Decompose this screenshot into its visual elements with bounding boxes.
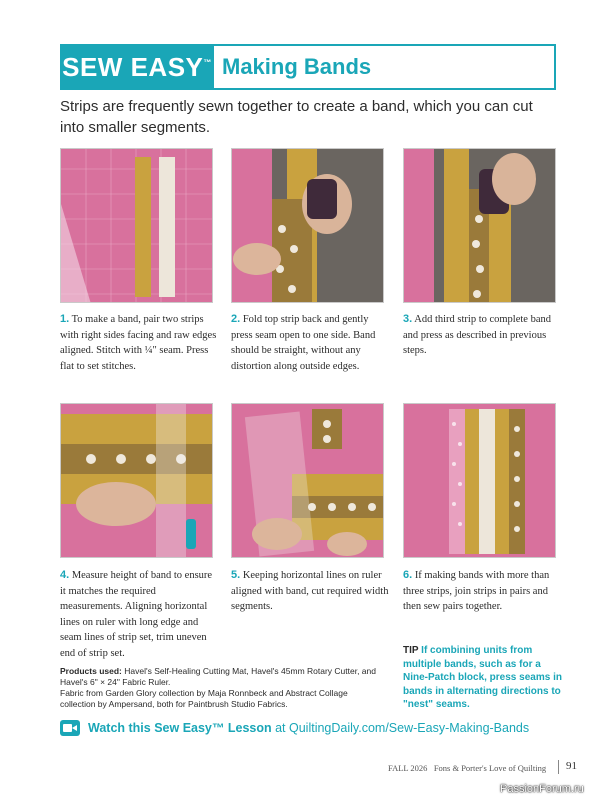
step-2-number: 2. — [231, 313, 241, 325]
step-3-text: Add third strip to complete band and press as described in previous steps. — [403, 314, 552, 356]
intro-text: Strips are frequently sewn together to create a band, which you can cut into smaller segments. — [60, 98, 533, 136]
video-camera-glyph — [60, 720, 80, 736]
sew-easy-logo — [60, 44, 214, 90]
step-4-photo — [60, 403, 213, 558]
brand-text: SEW EASY — [62, 52, 204, 82]
step-6-caption — [403, 568, 563, 615]
step-4-number: 4. — [60, 569, 70, 581]
page-number: 91 — [566, 760, 577, 772]
step-5-text: Keeping horizontal lines on ruler aligned with band, cut required width segments. — [231, 570, 389, 612]
watch-lesson-bold: Watch this Sew Easy™ Lesson — [88, 721, 272, 735]
step-5-caption — [231, 568, 391, 615]
products-used — [60, 666, 380, 710]
products-label: Products used: — [60, 666, 122, 676]
step-3-caption — [403, 312, 563, 359]
watch-lesson-url[interactable]: at QuiltingDaily.com/Sew-Easy-Making-Bands — [271, 721, 530, 735]
step-1-text: To make a band, pair two strips with right sides facing and raw edges aligned. Stitch with ¼" seam. Press flat to set stitches. — [60, 314, 217, 372]
watermark: PassionForum.ru — [500, 783, 584, 795]
step-5-photo — [231, 403, 384, 558]
cutting-mat-illustration — [61, 149, 213, 303]
step-6-photo — [403, 403, 556, 558]
step-1-caption — [60, 312, 220, 374]
step-4-caption — [60, 568, 220, 661]
fabric-credit: Fabric from Garden Glory collection by Maja Ronnbeck and Abstract Collage collection by Ampersand, both for Paintbrush Studio Fabrics. — [60, 688, 348, 709]
step-6-text: If making bands with more than three strips, join strips in pairs and then sew pairs together. — [403, 570, 550, 612]
video-camera-icon — [60, 720, 80, 736]
step-1-number: 1. — [60, 313, 70, 325]
step-2-text: Fold top strip back and gently press seam open to one side. Band should be straight, without any distortion along outside edges. — [231, 314, 376, 372]
step-4-text: Measure height of band to ensure it matches the required measurements. Aligning horizontal lines on ruler with long edge and seam lines of strip set, trim uneven end of strip set. — [60, 570, 213, 659]
step-2-caption — [231, 312, 391, 374]
watch-lesson-link[interactable] — [88, 718, 529, 738]
tip-label: TIP — [403, 645, 419, 656]
multi-strip-band-illustration — [404, 404, 556, 558]
tip-text: If combining units from multiple bands, such as for a Nine-Patch block, press seams in bands in alternating directions to "nest" seams. — [403, 645, 562, 710]
footer-issue — [388, 763, 546, 773]
cutting-segments-illustration — [232, 404, 384, 558]
products-text: Havel's Self-Healing Cutting Mat, Havel's 45mm Rotary Cutter, and Havel's 6" × 24" Fabric Ruler. — [60, 666, 376, 687]
step-3-number: 3. — [403, 313, 413, 325]
trimming-illustration — [61, 404, 213, 558]
page-title: Making Bands — [222, 54, 372, 79]
step-3-photo — [403, 148, 556, 303]
step-6-number: 6. — [403, 569, 413, 581]
trademark: ™ — [203, 58, 212, 67]
step-5-number: 5. — [231, 569, 241, 581]
step-1-photo — [60, 148, 213, 303]
pressing-third-strip-illustration — [404, 149, 556, 303]
tip-box — [403, 644, 563, 712]
issue-date: FALL 2026 — [388, 763, 428, 773]
footer-divider — [558, 760, 559, 774]
step-2-photo — [231, 148, 384, 303]
magazine-name: Fons & Porter's Love of Quilting — [433, 763, 547, 773]
pressing-illustration — [232, 149, 384, 303]
